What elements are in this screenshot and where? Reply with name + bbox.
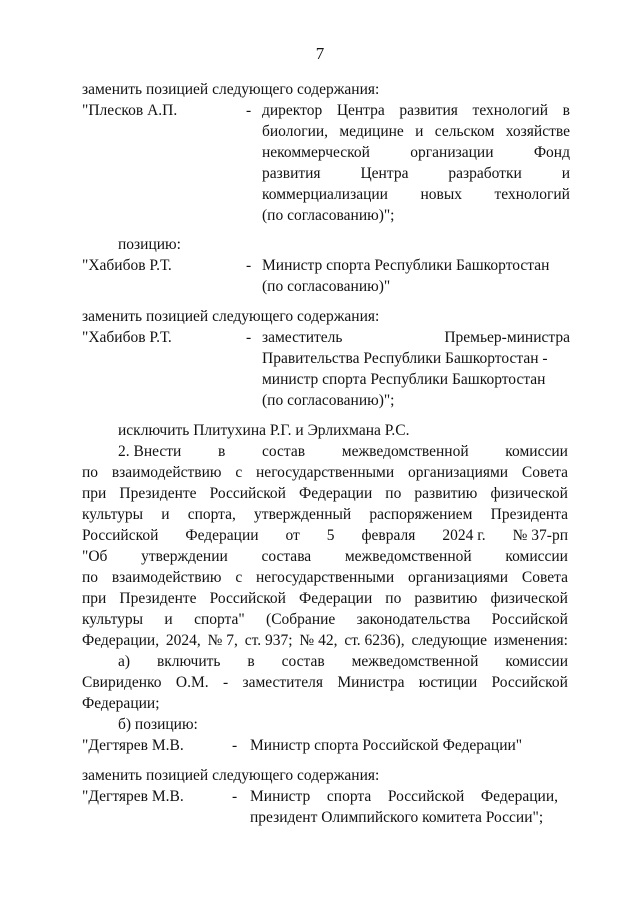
word: развитию (414, 590, 478, 607)
word: технологий (494, 186, 570, 203)
word: распоряжением (369, 506, 473, 523)
word: от (285, 527, 300, 544)
word: и (415, 123, 424, 140)
word: при (82, 590, 107, 607)
block1-desc-line (262, 164, 570, 184)
word: организациями (407, 569, 509, 586)
page-number: 7 (315, 44, 325, 63)
word: О.М. (175, 674, 209, 691)
para2-line (82, 463, 568, 483)
para2-line (82, 610, 568, 630)
word: Федерации (299, 485, 373, 502)
word: взаимодействию (111, 569, 222, 586)
word: "Об (82, 548, 108, 565)
word: Свириденко (82, 674, 162, 691)
word: Центра (360, 165, 409, 182)
word: по (82, 464, 99, 481)
word: с (235, 569, 243, 586)
word: Российской (491, 674, 568, 691)
word: Федерации, (480, 788, 558, 805)
word: культуры (82, 611, 144, 628)
word: Совета (521, 464, 568, 481)
word: развития (262, 165, 321, 182)
word: состав (262, 443, 306, 460)
word: Министра (337, 674, 405, 691)
word: Российской (491, 611, 568, 628)
word: № 7, (207, 632, 238, 649)
block2-name: "Хабибов Р.Т. (82, 257, 172, 274)
block1-desc-line (262, 185, 570, 205)
word: законодательства (356, 611, 471, 628)
final-desc-line1 (250, 787, 558, 807)
word: некоммерческой (262, 144, 370, 161)
word: развития (399, 102, 458, 119)
block3-desc-line1 (262, 328, 570, 348)
para2-line (82, 568, 568, 588)
word: Центра (336, 102, 385, 119)
block1-dash: - (246, 102, 252, 119)
word: и (161, 506, 170, 523)
word: комиссии (505, 443, 568, 460)
word: Фонд (533, 144, 570, 161)
word: негосударственными (256, 464, 395, 481)
word: 2024 г. (442, 527, 486, 544)
word: комиссии (505, 653, 568, 670)
word: Российской (209, 485, 286, 502)
block1-intro: заменить позицией следующего содержания: (82, 81, 380, 98)
word: № 37-рп (512, 527, 568, 544)
item-b-dash: - (232, 737, 238, 754)
word: по (385, 590, 402, 607)
word: - (222, 674, 229, 691)
block3-desc-line4: (по согласованию)"; (262, 392, 395, 409)
word: Премьер-министра (444, 329, 570, 346)
word: 2024, (165, 632, 201, 649)
para2-line (82, 526, 568, 546)
word: развитию (414, 485, 478, 502)
word: ст. 6236), (344, 632, 405, 649)
word: межведомственной (351, 653, 479, 670)
block1-desc-last: (по согласованию)"; (262, 207, 395, 224)
word: спорта (326, 788, 372, 805)
final-desc-line2: президент Олимпийского комитета России"; (250, 809, 544, 826)
word: Президенте (119, 485, 197, 502)
word: Федерации, (82, 632, 160, 649)
word: Совета (521, 569, 568, 586)
word: по (82, 569, 99, 586)
word: Президента (490, 506, 568, 523)
word: Федерации (299, 590, 373, 607)
word: и (164, 611, 173, 628)
block2-desc-line2: (по согласованию)" (262, 278, 391, 295)
word: биологии, (262, 123, 329, 140)
word: комиссии (505, 548, 568, 565)
word: в (247, 653, 255, 670)
word: (Собрание (266, 611, 336, 628)
word: организациями (407, 464, 509, 481)
word: спорта, (187, 506, 236, 523)
item-b-name: "Дегтярев М.В. (82, 737, 184, 754)
word: при (82, 485, 107, 502)
word: межведомственной (341, 443, 469, 460)
para2-line (82, 484, 568, 504)
word: хозяйстве (505, 123, 570, 140)
word: физической (490, 485, 568, 502)
word: коммерциализации (262, 186, 388, 203)
word: медицине (339, 123, 404, 140)
block3-name: "Хабибов Р.Т. (82, 329, 172, 346)
final-dash: - (232, 788, 238, 805)
final-intro: заменить позицией следующего содержания: (82, 767, 380, 784)
word: а) (118, 653, 131, 670)
word: взаимодействию (111, 464, 222, 481)
item-a-last: Федерации; (82, 695, 160, 712)
word: межведомственной (344, 548, 472, 565)
item-a-line (118, 652, 568, 672)
word: негосударственными (256, 569, 395, 586)
item-b-intro: б) позицию: (118, 716, 198, 733)
para2-line (82, 547, 568, 567)
word: с (235, 464, 243, 481)
word: состава (261, 548, 312, 565)
word: организации (410, 144, 494, 161)
word: состав (281, 653, 325, 670)
word: разработки (448, 165, 522, 182)
block2-desc-line1: Министр спорта Республики Башкортостан (262, 257, 550, 274)
word: в (562, 102, 570, 119)
word: утвержденный (254, 506, 352, 523)
word: культуры (82, 506, 144, 523)
word: Российской (209, 590, 286, 607)
block1-desc-line (262, 101, 570, 121)
word: включить (156, 653, 221, 670)
word: 2. Внести (118, 443, 182, 460)
word: и (561, 165, 570, 182)
word: заместитель (262, 329, 343, 346)
para2-line (118, 442, 568, 462)
block3-desc-line2: Правительства Республики Башкортостан - (262, 350, 548, 367)
block1-name: "Плесков А.П. (82, 102, 178, 119)
item-b-desc: Министр спорта Российской Федерации" (250, 737, 523, 754)
block2-dash: - (246, 257, 252, 274)
item-a-line (82, 673, 568, 693)
word: ст. 937; (244, 632, 293, 649)
para2-line (82, 505, 568, 525)
para2-line (82, 589, 568, 609)
block3-dash: - (246, 329, 252, 346)
para2-line (82, 631, 568, 651)
word: сельском (434, 123, 495, 140)
word: Министр (250, 788, 311, 805)
word: изменения: (493, 632, 568, 649)
word: Российской (82, 527, 159, 544)
word: № 42, (299, 632, 338, 649)
block3-desc-line3: министр спорта Республики Башкортостан (262, 371, 546, 388)
word: директор (262, 102, 323, 119)
word: февраля (361, 527, 416, 544)
final-name: "Дегтярев М.В. (82, 788, 184, 805)
word: утверждении (141, 548, 228, 565)
word: 5 (326, 527, 335, 544)
word: заместителя (242, 674, 323, 691)
word: Федерации (185, 527, 259, 544)
word: по (385, 485, 402, 502)
block1-desc-line (262, 122, 570, 142)
word: Российской (387, 788, 465, 805)
word: следующие (411, 632, 488, 649)
block1-desc-line (262, 143, 570, 163)
block2-intro: позицию: (118, 236, 181, 253)
block3-intro: заменить позицией следующего содержания: (82, 308, 380, 325)
exclude-line: исключить Плитухина Р.Г. и Эрлихмана Р.С. (118, 422, 410, 439)
word: Президенте (119, 590, 197, 607)
word: в (218, 443, 226, 460)
word: новых (420, 186, 462, 203)
word: физической (490, 590, 568, 607)
word: юстиции (418, 674, 478, 691)
word: технологий (472, 102, 549, 119)
word: спорта" (194, 611, 245, 628)
